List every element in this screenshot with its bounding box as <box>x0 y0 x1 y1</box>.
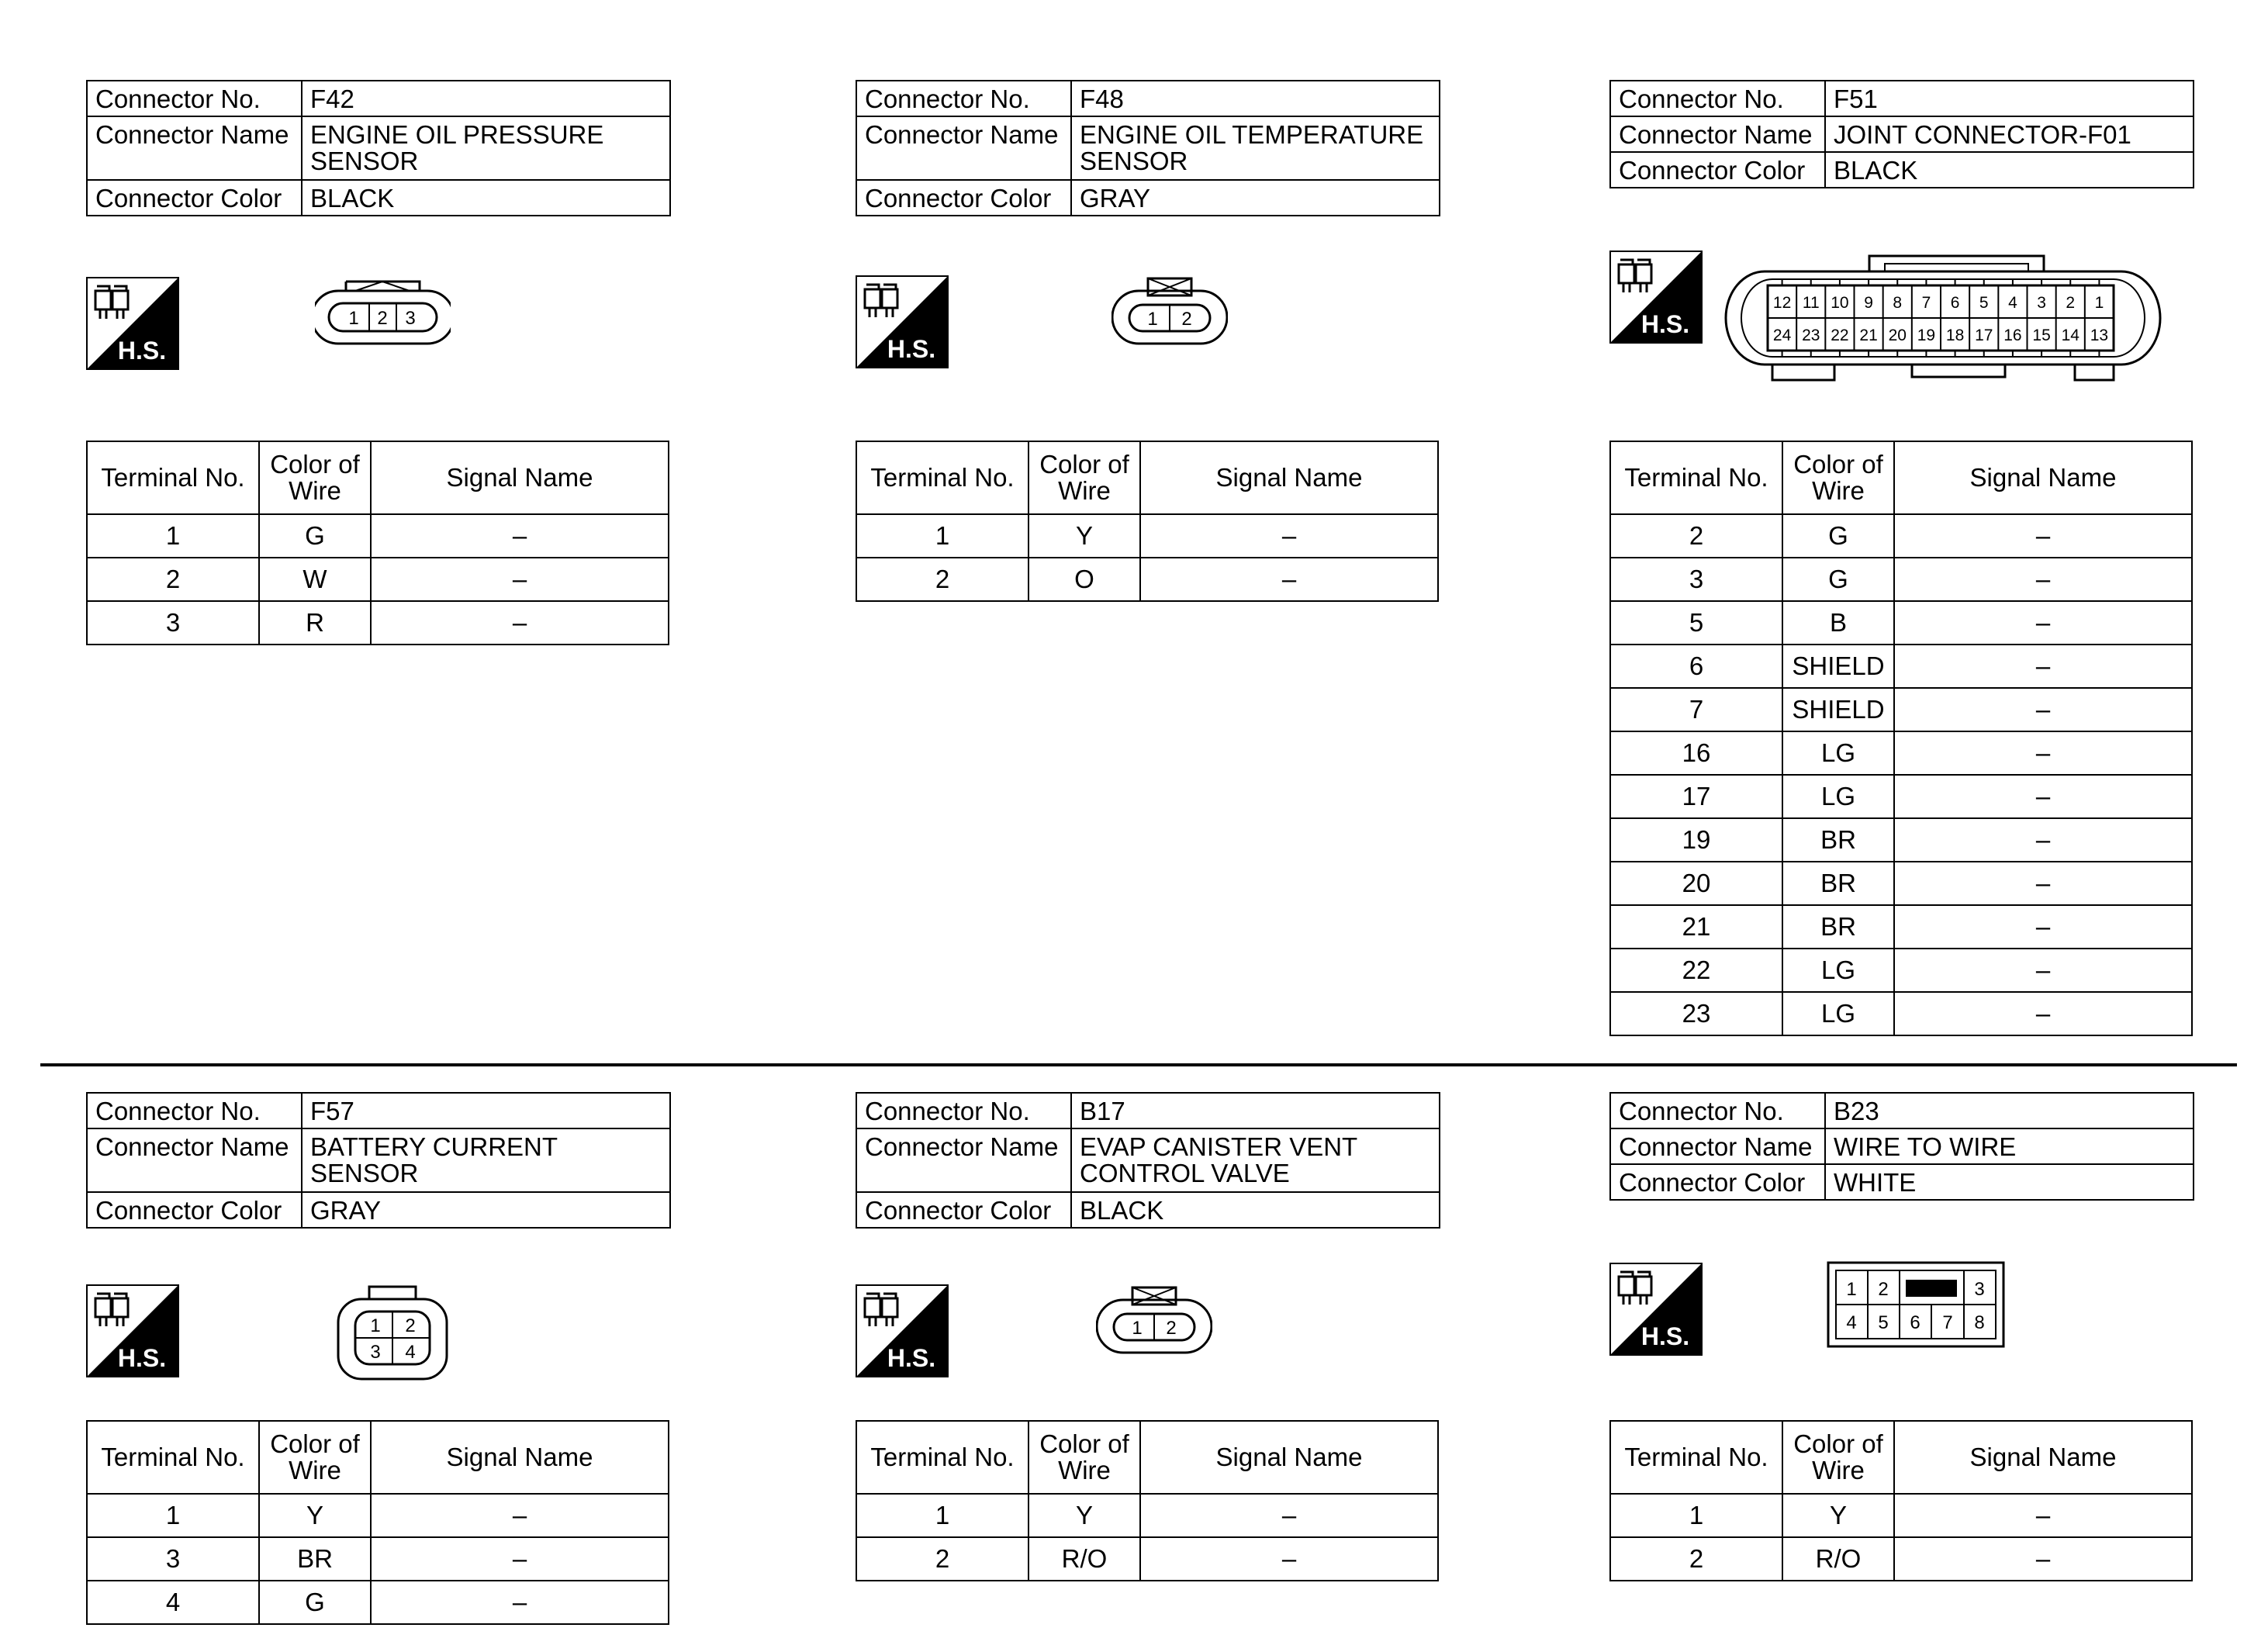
harness-side-icon <box>1609 251 1703 344</box>
connector-no-label: Connector No. <box>1610 1093 1825 1128</box>
pin-label: 17 <box>1975 327 1993 344</box>
terminal-table <box>1609 441 2193 1036</box>
hs-label: H.S. <box>887 1344 936 1372</box>
table-row: 2 G – <box>1610 514 2192 558</box>
table-row: 2 R/O – <box>1610 1537 2192 1581</box>
pin-label: 4 <box>405 1342 416 1363</box>
pin-label: 2 <box>2066 294 2076 312</box>
hs-label: H.S. <box>887 335 936 363</box>
table-row: 1 Y – <box>856 514 1438 558</box>
pin-label: 11 <box>1802 294 1820 312</box>
signal-name-header: Signal Name <box>371 1421 669 1494</box>
terminal-table <box>86 1420 669 1625</box>
connector-no-value: F42 <box>302 81 670 116</box>
connector-info-table <box>1609 1092 2194 1201</box>
table-row: 20 BR – <box>1610 862 2192 905</box>
connector-color-value: WHITE <box>1825 1164 2194 1200</box>
connector-name-label: Connector Name <box>856 1128 1071 1192</box>
connector-color-label: Connector Color <box>87 1192 302 1228</box>
harness-side-icon <box>86 1284 179 1377</box>
harness-side-icon <box>856 1284 949 1377</box>
pin-label: 5 <box>1979 294 1989 312</box>
connector-name-label: Connector Name <box>87 1128 302 1192</box>
connector-name-value: BATTERY CURRENT SENSOR <box>302 1128 670 1192</box>
signal-name-header: Signal Name <box>1140 1421 1438 1494</box>
connector-no-label: Connector No. <box>87 1093 302 1128</box>
wire-color-header: Color of Wire <box>1029 441 1140 514</box>
connector-color-label: Connector Color <box>87 180 302 216</box>
pin-label: 3 <box>2037 294 2046 312</box>
table-row: 3 BR – <box>87 1537 669 1581</box>
pin-label: 2 <box>1166 1318 1177 1339</box>
harness-side-icon <box>856 275 949 368</box>
connector-no-value: F57 <box>302 1093 670 1128</box>
table-row: 7 SHIELD – <box>1610 688 2192 731</box>
wire-color-header: Color of Wire <box>1782 1421 1894 1494</box>
pin-label: 2 <box>377 308 388 329</box>
terminal-table <box>86 441 669 645</box>
table-row: 3 G – <box>1610 558 2192 601</box>
pin-label: 12 <box>1772 294 1792 312</box>
pin-label: 15 <box>2032 327 2051 344</box>
pin-label: 2 <box>1181 309 1192 330</box>
connector-name-value: EVAP CANISTER VENT CONTROL VALVE <box>1071 1128 1440 1192</box>
harness-side-icon <box>86 277 179 370</box>
pin-label: 4 <box>1846 1312 1857 1333</box>
connector-color-value: BLACK <box>1825 152 2194 188</box>
pin-label: 20 <box>1888 327 1907 344</box>
connector-info-table <box>856 80 1440 216</box>
signal-name-header: Signal Name <box>371 441 669 514</box>
pin-label: 19 <box>1917 327 1936 344</box>
pin-label: 7 <box>1942 1312 1953 1333</box>
connector-name-label: Connector Name <box>856 116 1071 180</box>
connector-name-value: WIRE TO WIRE <box>1825 1128 2194 1164</box>
hs-label: H.S. <box>1640 310 1690 338</box>
connector-name-value: ENGINE OIL PRESSURE SENSOR <box>302 116 670 180</box>
pin-label: 6 <box>1910 1312 1920 1333</box>
section-divider <box>40 1063 2237 1066</box>
wire-color-header: Color of Wire <box>259 441 371 514</box>
pin-label: 1 <box>348 308 359 329</box>
terminal-no-header: Terminal No. <box>1610 1421 1782 1494</box>
pin-label: 10 <box>1831 294 1849 312</box>
pin-label: 1 <box>1132 1318 1143 1339</box>
connector-name-value: JOINT CONNECTOR-F01 <box>1825 116 2194 152</box>
pin-label: 1 <box>370 1315 381 1336</box>
table-row: 21 BR – <box>1610 905 2192 949</box>
pin-label: 4 <box>2008 294 2017 312</box>
connector-no-label: Connector No. <box>856 81 1071 116</box>
hs-label: H.S. <box>117 1344 167 1372</box>
pin-label: 8 <box>1893 294 1903 312</box>
pin-label: 3 <box>1974 1279 1985 1300</box>
connector-color-value: GRAY <box>1071 180 1440 216</box>
wire-color-header: Color of Wire <box>1029 1421 1140 1494</box>
pin-label: 1 <box>1846 1279 1857 1300</box>
pin-label: 24 <box>1772 327 1792 344</box>
connector-color-value: BLACK <box>302 180 670 216</box>
connector-name-value: ENGINE OIL TEMPERATURE SENSOR <box>1071 116 1440 180</box>
pin-label: 3 <box>370 1342 381 1363</box>
table-row: 1 Y – <box>856 1494 1438 1537</box>
connector-name-label: Connector Name <box>87 116 302 180</box>
connector-color-label: Connector Color <box>1610 152 1825 188</box>
pin-label: 2 <box>405 1315 416 1336</box>
connector-face-f48 <box>1111 275 1228 350</box>
terminal-no-header: Terminal No. <box>87 1421 259 1494</box>
table-row: 2 O – <box>856 558 1438 601</box>
connector-face-b17 <box>1096 1284 1212 1359</box>
table-row: 17 LG – <box>1610 775 2192 818</box>
connector-no-label: Connector No. <box>856 1093 1071 1128</box>
table-row: 1 G – <box>87 514 669 558</box>
pin-label: 3 <box>405 308 416 329</box>
connector-color-value: BLACK <box>1071 1192 1440 1228</box>
connector-face-f42 <box>315 275 451 350</box>
pin-label: 16 <box>2003 327 2022 344</box>
hs-label: H.S. <box>1640 1322 1690 1350</box>
wire-color-header: Color of Wire <box>1782 441 1894 514</box>
connector-name-label: Connector Name <box>1610 116 1825 152</box>
connector-color-label: Connector Color <box>856 1192 1071 1228</box>
connector-no-value: F51 <box>1825 81 2194 116</box>
signal-name-header: Signal Name <box>1140 441 1438 514</box>
connector-color-label: Connector Color <box>1610 1164 1825 1200</box>
table-row: 2 R/O – <box>856 1537 1438 1581</box>
terminal-no-header: Terminal No. <box>87 441 259 514</box>
table-row: 1 Y – <box>87 1494 669 1537</box>
connector-face-f57 <box>330 1282 455 1387</box>
table-row: 2 W – <box>87 558 669 601</box>
terminal-table <box>1609 1420 2193 1581</box>
terminal-no-header: Terminal No. <box>856 1421 1029 1494</box>
signal-name-header: Signal Name <box>1894 1421 2192 1494</box>
pin-label: 9 <box>1864 294 1873 312</box>
connector-no-label: Connector No. <box>87 81 302 116</box>
pin-label: 18 <box>1945 327 1965 344</box>
table-row: 16 LG – <box>1610 731 2192 775</box>
pin-label: 13 <box>2090 327 2109 344</box>
pin-label: 23 <box>1802 327 1820 344</box>
hs-label: H.S. <box>117 337 167 365</box>
table-row: 3 R – <box>87 601 669 645</box>
harness-side-icon <box>1609 1263 1703 1356</box>
connector-face-b23 <box>1827 1261 2009 1350</box>
terminal-table <box>856 441 1439 602</box>
wire-color-header: Color of Wire <box>259 1421 371 1494</box>
pin-label: 1 <box>1147 309 1158 330</box>
pin-label: 5 <box>1878 1312 1889 1333</box>
pin-label: 14 <box>2061 327 2079 344</box>
table-row: 6 SHIELD – <box>1610 645 2192 688</box>
pin-label: 7 <box>1921 294 1931 312</box>
connector-info-table <box>86 80 671 216</box>
connector-no-value: F48 <box>1071 81 1440 116</box>
pin-label: 22 <box>1831 327 1849 344</box>
table-row: 19 BR – <box>1610 818 2192 862</box>
table-row: 4 G – <box>87 1581 669 1624</box>
connector-no-value: B17 <box>1071 1093 1440 1128</box>
pin-label: 21 <box>1859 327 1878 344</box>
connector-info-table <box>1609 80 2194 188</box>
connector-name-label: Connector Name <box>1610 1128 1825 1164</box>
table-row: 23 LG – <box>1610 992 2192 1035</box>
pin-label: 6 <box>1950 294 1960 312</box>
terminal-no-header: Terminal No. <box>1610 441 1782 514</box>
connector-info-table <box>86 1092 671 1229</box>
terminal-table <box>856 1420 1439 1581</box>
table-row: 22 LG – <box>1610 949 2192 992</box>
connector-color-value: GRAY <box>302 1192 670 1228</box>
signal-name-header: Signal Name <box>1894 441 2192 514</box>
connector-no-label: Connector No. <box>1610 81 1825 116</box>
connector-no-value: B23 <box>1825 1093 2194 1128</box>
pin-label: 1 <box>2094 294 2104 312</box>
connector-face-f51 <box>1718 247 2168 394</box>
connector-color-label: Connector Color <box>856 180 1071 216</box>
table-row: 1 Y – <box>1610 1494 2192 1537</box>
pin-label: 8 <box>1974 1312 1985 1333</box>
connector-info-table <box>856 1092 1440 1229</box>
pin-label: 2 <box>1878 1279 1889 1300</box>
terminal-no-header: Terminal No. <box>856 441 1029 514</box>
table-row: 5 B – <box>1610 601 2192 645</box>
